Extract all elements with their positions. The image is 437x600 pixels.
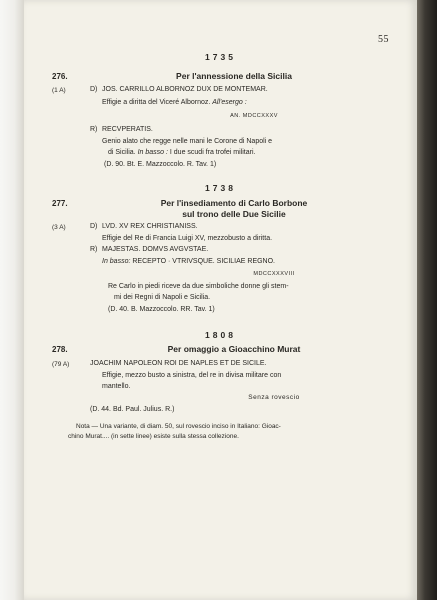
reverse-desc-line: Genio alato che regge nelle mani le Corone di Napoli e: [102, 138, 273, 145]
obverse-legend: JOACHIM NAPOLEON ROI DE NAPLES ET DE SICILE.: [90, 360, 267, 367]
page-gutter-left: [0, 0, 24, 600]
obverse-description: [102, 99, 247, 106]
obverse-desc-line: mantello.: [102, 383, 131, 390]
obverse-desc-line: Effigie, mezzo busto a sinistra, del re in divisa militare con: [102, 372, 282, 379]
obverse-legend: LVD. XV REX CHRISTIANISS.: [102, 223, 198, 230]
entry-title: Per omaggio a Gioacchino Murat: [167, 344, 301, 354]
catalog-ref: (1 A): [52, 87, 66, 94]
entry-number: 277.: [52, 199, 68, 208]
entry-specs: (D. 44. Bd. Paul. Julius. R.): [90, 406, 175, 413]
section-year: 1735: [205, 52, 236, 62]
reverse-date: MDCCXXXVIII: [253, 271, 295, 277]
exergue-label: All'esergo :: [212, 99, 247, 106]
reverse-legend: RECVPERATIS.: [102, 126, 153, 133]
in-basso-label: In basso :: [137, 149, 168, 156]
in-basso-label: In basso:: [102, 258, 131, 265]
footnote-line: chino Murat.... (in sette linee) esiste sulla stessa collezione.: [68, 433, 239, 440]
obverse-label: D): [90, 86, 98, 93]
document-page: [24, 0, 417, 600]
footnote: [68, 422, 396, 442]
reverse-desc-text: di Sicilia.: [108, 149, 136, 156]
entry-title-line: Per l'insediamento di Carlo Borbone: [160, 198, 308, 208]
entry-number: 278.: [52, 345, 68, 354]
footnote-line: Nota — Una variante, di diam. 50, sul rovescio inciso in Italiano: Gioac-: [76, 423, 281, 430]
reverse-desc-text: I due scudi fra trofei militari.: [169, 149, 256, 156]
binding-shadow-right: [417, 0, 437, 600]
entry-number: 276.: [52, 72, 68, 81]
reverse-legend: MAJESTAS. DOMVS AVGVSTAE.: [102, 246, 209, 253]
entry-title-line: sul trono delle Due Sicilie: [182, 209, 286, 219]
page-number: 55: [378, 34, 389, 45]
entry-title: Per l'annessione della Sicilia: [176, 71, 292, 81]
obverse-desc-text: Effigie a diritta del Viceré Albornoz.: [102, 99, 211, 106]
exergue-date: AN. MDCCXXXV: [230, 113, 278, 119]
catalog-ref: (3 A): [52, 224, 66, 231]
reverse-desc-line: [108, 149, 255, 156]
entry-specs: (D. 90. Bt. E. Mazzoccolo. R. Tav. 1): [104, 161, 217, 168]
reverse-desc-line: Re Carlo in piedi riceve da due simboliche donne gli stem-: [108, 283, 289, 290]
no-reverse-note: Senza rovescio: [248, 394, 300, 401]
reverse-sub: [102, 258, 275, 265]
reverse-label: R): [90, 126, 98, 133]
entry-specs: (D. 40. B. Mazzoccolo. RR. Tav. 1): [108, 306, 215, 313]
section-year: 1738: [205, 183, 236, 193]
obverse-legend: JOS. CARRILLO ALBORNOZ DUX DE MONTEMAR.: [102, 86, 268, 93]
reverse-sub-text: RECEPTO · VTRIVSQUE. SICILIAE REGNO.: [132, 258, 275, 265]
entry-title: [84, 198, 384, 220]
obverse-description: Effigie del Re di Francia Luigi XV, mezzobusto a diritta.: [102, 235, 273, 242]
obverse-label: D): [90, 223, 98, 230]
section-year: 1808: [205, 330, 236, 340]
reverse-desc-line: mi dei Regni di Napoli e Sicilia.: [114, 294, 211, 301]
reverse-label: R): [90, 246, 98, 253]
catalog-ref: (79 A): [52, 361, 70, 368]
